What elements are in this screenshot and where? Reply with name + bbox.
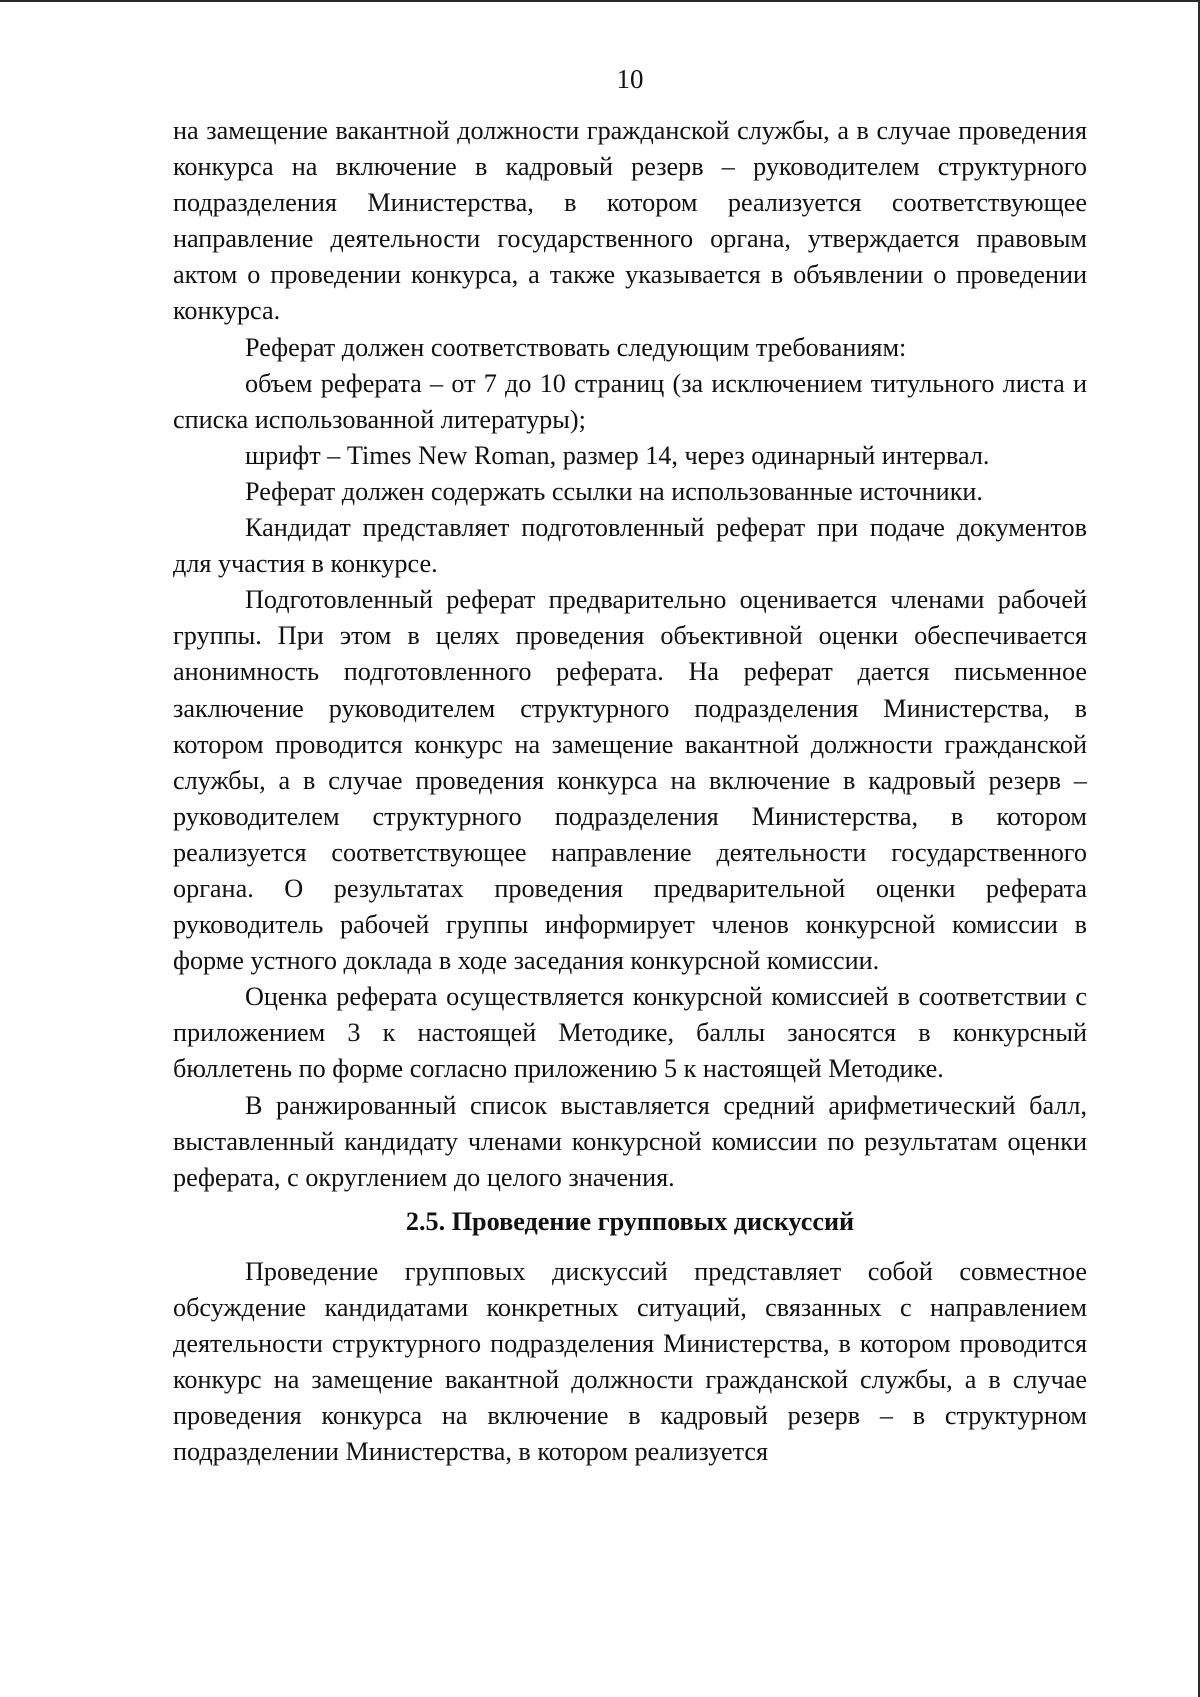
document-body [173,113,1087,1470]
paragraph: шрифт – Times New Roman, размер 14, через одинарный интервал. [245,440,990,470]
paragraph: Подготовленный реферат предварительно оценивается членами рабочей группы. При этом в целях проведения объективной оценки обеспечивается анонимность подготовленного реферата. На реферат дается письменное заключение руководителем структурного подразделения Министерства, в котором проводится конкурс на замещение вакантной должности гражданской службы, а в случае проведения конкурса на включение в кадровый резерв – руководителем структурного подразделения Министерства, в котором реализуется соответствующее направление деятельности государственного органа. О результатах проведения предварительной оценки реферата руководитель рабочей группы информирует членов конкурсной комиссии в форме устного доклада в ходе заседания конкурсной комиссии. [173,585,1087,976]
paragraph: Оценка реферата осуществляется конкурсной комиссией в соответствии с приложением 3 к настоящей Методике, баллы заносятся в конкурсный бюллетень по форме согласно приложению 5 к настоящей Методике. [173,982,1087,1084]
page-number: 10 [616,64,644,94]
section-heading: 2.5. Проведение групповых дискуссий [405,1206,855,1236]
paragraph: объем реферата – от 7 до 10 страниц (за исключением титульного листа и списка использованной литературы); [173,368,1087,434]
paragraph: Реферат должен соответствовать следующим требованиям: [245,332,907,362]
paragraph: В ранжированный список выставляется средний арифметический балл, выставленный кандидату членами конкурсной комиссии по результатам оценки реферата, с округлением до целого значения. [173,1090,1087,1192]
paragraph: Кандидат представляет подготовленный реферат при подаче документов для участия в конкурсе. [173,513,1087,579]
paragraph: Реферат должен содержать ссылки на использованные источники. [245,476,983,506]
paragraph: Проведение групповых дискуссий представляет собой совместное обсуждение кандидатами конкретных ситуаций, связанных с направлением деятельности структурного подразделения Министерства, в котором проводится конкурс на замещение вакантной должности гражданской службы, а в случае проведения конкурса на включение в кадровый резерв – в структурном подразделении Министерства, в котором реализуется [173,1256,1087,1467]
paragraph: на замещение вакантной должности гражданской службы, а в случае проведения конкурса на включение в кадровый резерв – руководителем структурного подразделения Министерства, в котором реализуется соответствующее направление деятельности государственного органа, утверждается правовым актом о проведении конкурса, а также указывается в объявлении о проведении конкурса. [173,116,1087,326]
